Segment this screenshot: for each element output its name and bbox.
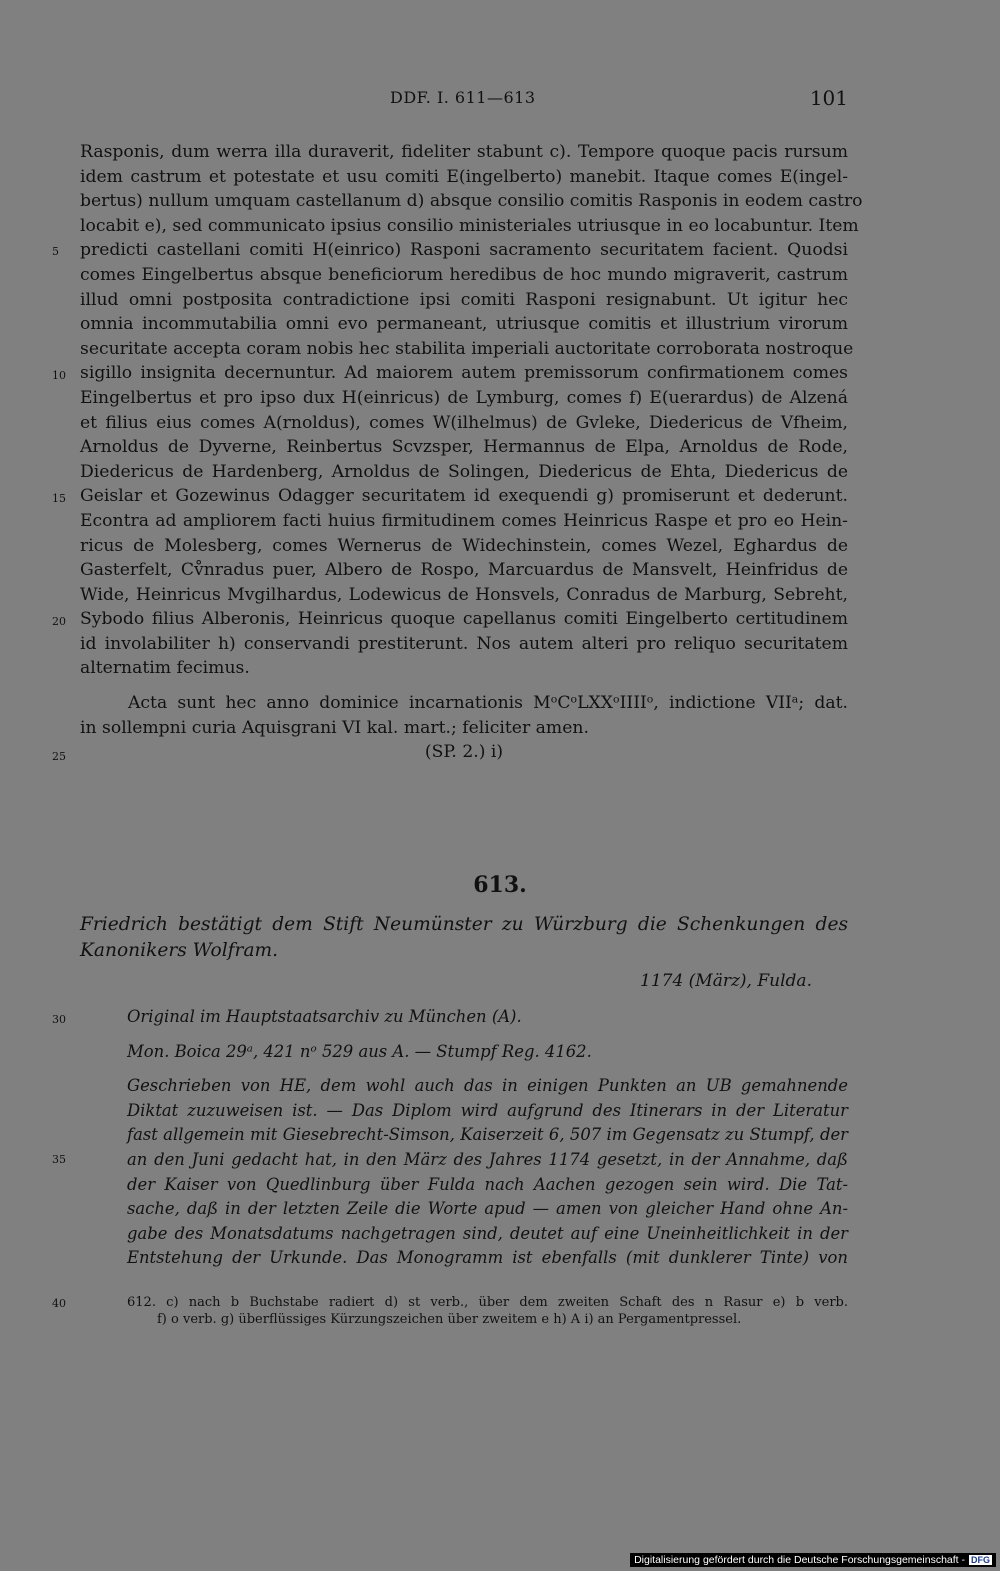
regest-heading: Friedrich bestätigt dem Stift Neumünster zu Würzburg die Schenkungen des Kanonikers Wolfram. [80,914,848,961]
text-line: Rasponis, dum werra illa duraverit, fideliter stabunt c). Tempore quoque pacis rursum [80,142,848,162]
text-line: Geislar et Gozewinus Odagger securitatem id exequendi g) promiserunt et dederunt. [80,486,848,507]
text-line: Econtra ad ampliorem facti huius firmitudinem comes Heinricus Raspe et pro eo Hein- [80,510,848,531]
footnote-line: 612. c) nach b Buchstabe radiert d) st verb., über dem zweiten Schaft des n Rasur e) b verb. [127,1295,848,1310]
text-line: omnia incommutabilia omni evo permaneant, utriusque comitis et illustrium virorum [80,314,848,335]
document-number: 613. [473,872,527,898]
page-number: 101 [809,86,848,110]
text-line: alternatim fecimus. [80,658,250,679]
commentary-line: Diktat zuzuweisen ist. — Das Diplom wird aufgrund des Itinerars in der Literatur [127,1100,848,1120]
text-line: locabit e), sed communicato ipsius consilio ministeriales utriusque in eo locabuntur. Item [80,215,859,236]
text-line: predicti castellani comiti H(einrico) Rasponi sacramento securitatem facient. Quodsi [80,240,848,261]
line-number: 25 [52,750,66,763]
editions-note: Mon. Boica 29ᵃ, 421 nᵒ 529 aus A. — Stumpf Reg. 4162. [127,1041,592,1061]
text-line: Gasterfelt, Cv̊nradus puer, Albero de Rospo, Marcuardus de Mansvelt, Heinfridus de [80,560,848,581]
line-number: 30 [52,1013,66,1026]
line-number: 5 [52,245,59,258]
seal-note: (SP. 2.) i) [424,742,504,763]
text-line: Wide, Heinricus Mvgilhardus, Lodewicus de Honsvels, Conradus de Marburg, Sebreht, [80,584,848,605]
text-line: idem castrum et potestate et usu comiti E(ingelberto) manebit. Itaque comes E(ingel- [80,166,848,187]
line-number: 20 [52,615,66,628]
text-line: id involabiliter h) conservandi prestiterunt. Nos autem alteri pro reliquo securitatem [80,633,848,654]
text-line: securitate accepta coram nobis hec stabilita imperiali auctoritate corroborata nostroque [80,338,854,359]
commentary-line: an den Juni gedacht hat, in den März des Jahres 1174 gesetzt, in der Annahme, daß [127,1149,848,1169]
commentary-line: fast allgemein mit Giesebrecht-Simson, Kaiserzeit 6, 507 im Gegensatz zu Stumpf, der [127,1125,848,1145]
commentary-line: der Kaiser von Quedlinburg über Fulda nach Aachen gezogen sein wird. Die Tat- [127,1174,848,1194]
commentary-line: Entstehung der Urkunde. Das Monogramm ist ebenfalls (mit dunklerer Tinte) von [127,1248,848,1268]
acta-line: Acta sunt hec anno dominice incarnationis MᵒCᵒLXXᵒIIIIᵒ, indictione VIIᵃ; dat. [128,693,848,714]
text-line: sigillo insignita decernuntur. Ad maiorem autem premissorum confirmationem comes [80,363,848,384]
text-line: illud omni postposita contradictione ipsi comiti Rasponi resignabunt. Ut igitur hec [80,289,848,310]
dfg-logo: DFG [971,1555,990,1565]
funding-credit [630,1553,996,1567]
date-place: 1174 (März), Fulda. [640,971,812,991]
text-line: bertus) nullum umquam castellanum d) absque consilio comitis Rasponis in eodem castro [80,191,863,212]
running-title: DDF. I. 611—613 [390,88,536,107]
text-line: Eingelbertus et pro ipso dux H(einricus) de Lymburg, comes f) E(uerardus) de Alzená [80,387,848,408]
page-header [0,88,1000,114]
text-line: ricus de Molesberg, comes Wernerus de Widechinstein, comes Wezel, Eghardus de [80,535,848,556]
line-number: 10 [52,369,66,382]
text-line: Arnoldus de Dyverne, Reinbertus Scvzsper, Hermannus de Elpa, Arnoldus de Rode, [80,437,848,458]
text-line: Sybodo filius Alberonis, Heinricus quoque capellanus comiti Eingelberto certitudinem [80,609,848,630]
line-number: 35 [52,1153,66,1166]
line-number: 40 [52,1297,66,1310]
commentary-line: sache, daß in der letzten Zeile die Worte apud — amen von gleicher Hand ohne An- [127,1199,848,1219]
apparatus [127,1005,848,1271]
charter-text [80,140,863,765]
line-number: 15 [52,492,66,505]
footnote-line: f) o verb. g) überflüssiges Kürzungszeichen über zweitem e h) A i) an Pergamentpressel. [157,1312,742,1327]
text-line: Diedericus de Hardenberg, Arnoldus de Solingen, Diedericus de Ehta, Diedericus de [80,461,848,482]
text-line: comes Eingelbertus absque beneficiorum heredibus de hoc mundo migraverit, castrum [80,264,848,285]
footnotes [127,1294,848,1328]
original-note: Original im Hauptstaatsarchiv zu München (A). [127,1007,522,1026]
credit-text: Digitalisierung gefördert durch die Deutsche Forschungsgemeinschaft - [634,1554,965,1566]
commentary-line: Geschrieben von HE, dem wohl auch das in einigen Punkten an UB gemahnende [127,1076,848,1096]
text-line: et filius eius comes A(rnoldus), comes W(ilhelmus) de Gvleke, Diedericus de Vfheim, [80,412,848,433]
acta-line: in sollempni curia Aquisgrani VI kal. mart.; feliciter amen. [80,717,589,738]
commentary-line: gabe des Monatsdatums nachgetragen sind, deutet auf eine Uneinheitlichkeit in der [127,1223,848,1243]
